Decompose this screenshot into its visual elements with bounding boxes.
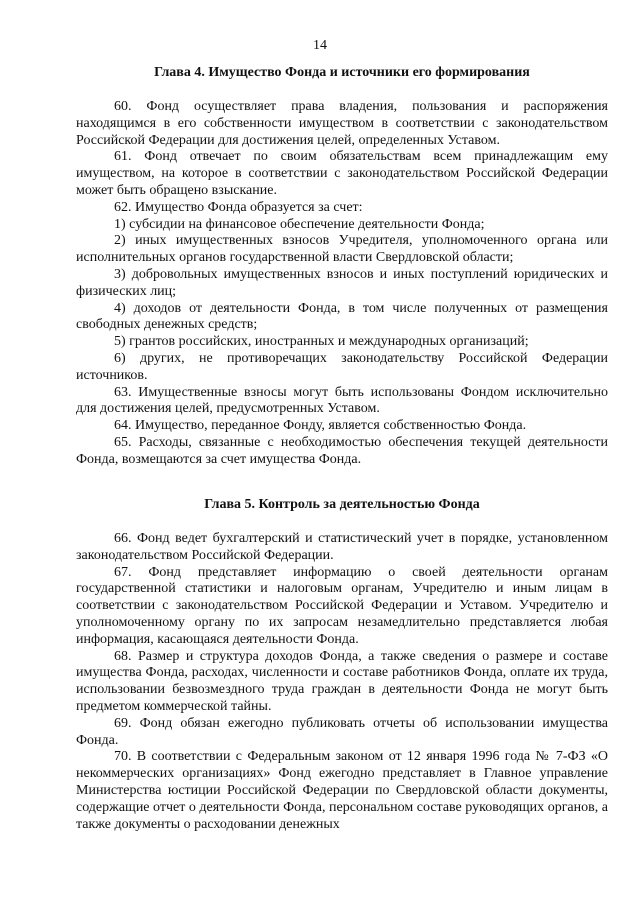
paragraph-64: 64. Имущество, переданное Фонду, является собственностью Фонда. [114,418,527,434]
list-item-2: 2) иных имущественных взносов Учредителя, уполномоченного органа или исполнительных органов государственной власти Свердловской области; [76,233,608,266]
paragraph-67: 67. Фонд представляет информацию о своей деятельности органам государственной статистики и налоговым органам, Учредителю и иным лицам в соответствии с законодательством Российской Федерации и Уставом. Учредителю и уполномоченному органу по их запросам незамедлительно представляется любая информация, касающаяся деятельности Фонда. [76,564,608,647]
paragraph-60: 60. Фонд осуществляет права владения, пользования и распоряжения находящимся в его собственности имуществом в соответствии с законодательством Российской Федерации для достижения целей, определенных Уставом. [76,99,608,148]
paragraph-65: 65. Расходы, связанные с необходимостью обеспечения текущей деятельности Фонда, возмещаются за счет имущества Фонда. [76,434,608,467]
chapter-4-body [76,99,608,469]
chapter-4-heading: Глава 4. Имущество Фонда и источники его формирования [154,65,530,80]
paragraph-66: 66. Фонд ведет бухгалтерский и статистический учет в порядке, установленном законодательством Российской Федерации. [76,531,608,563]
list-item-6: 6) других, не противоречащих законодательству Российской Федерации источников. [76,350,608,383]
page-number: 14 [313,38,327,53]
list-item-3: 3) добровольных имущественных взносов и иных поступлений юридических и физических лиц; [76,266,608,299]
paragraph-61: 61. Фонд отвечает по своим обязательствам всем принадлежащим ему имуществом, на которое в соответствии с законодательством Российской Федерации может быть обращено взыскание. [76,149,608,198]
paragraph-62: 62. Имущество Фонда образуется за счет: [114,199,363,215]
list-item-1: 1) субсидии на финансовое обеспечение деятельности Фонда; [114,216,485,232]
paragraph-70: 70. В соответствии с Федеральным законом от 12 января 1996 года № 7-ФЗ «О некоммерческих организациях» Фонд ежегодно представляет в Главное управление Министерства юстиции Российской Федерации по Свердловской области документы, содержащие отчет о деятельности Фонда, персональном составе руководящих органов, а также документы о расходовании денежных [76,749,608,832]
paragraph-68: 68. Размер и структура доходов Фонда, а также сведения о размере и составе имущества Фонда, расходах, численности и составе работников Фонда, оплате их труда, использовании безвозмездного труда граждан в деятельности Фонда не могут быть предметом коммерческой тайны. [76,648,608,714]
list-item-5: 5) грантов российских, иностранных и международных организаций; [114,334,529,350]
chapter-5-heading: Глава 5. Контроль за деятельностью Фонда [204,497,480,512]
paragraph-69: 69. Фонд обязан ежегодно публиковать отчеты об использовании имущества Фонда. [76,715,608,748]
paragraph-63: 63. Имущественные взносы могут быть использованы Фондом исключительно для достижения целей, предусмотренных Уставом. [76,384,608,417]
list-item-4: 4) доходов от деятельности Фонда, в том числе полученных от размещения свободных денежных средств; [76,300,608,333]
chapter-5-body [76,531,608,833]
